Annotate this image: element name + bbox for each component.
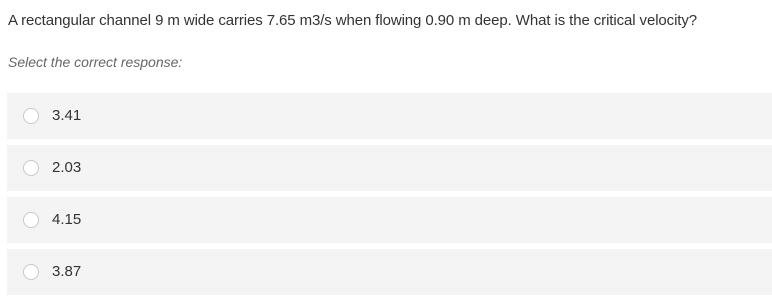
- answer-option-label: 3.41: [52, 107, 82, 124]
- answer-option-1[interactable]: [7, 93, 772, 139]
- answer-option-label: 3.87: [52, 263, 82, 280]
- radio-button[interactable]: [23, 160, 39, 176]
- answer-option-2[interactable]: [7, 145, 772, 191]
- answer-option-3[interactable]: [7, 197, 772, 243]
- answer-option-4[interactable]: [7, 249, 772, 295]
- radio-button[interactable]: [23, 264, 39, 280]
- radio-button[interactable]: [23, 212, 39, 228]
- answer-option-label: 4.15: [52, 211, 82, 228]
- question-text: A rectangular channel 9 m wide carries 7.65 m3/s when flowing 0.90 m deep. What is the critical velocity?: [8, 12, 698, 29]
- response-instruction: Select the correct response:: [8, 54, 183, 70]
- radio-button[interactable]: [23, 108, 39, 124]
- answer-option-label: 2.03: [52, 159, 82, 176]
- answer-options: [7, 93, 772, 301]
